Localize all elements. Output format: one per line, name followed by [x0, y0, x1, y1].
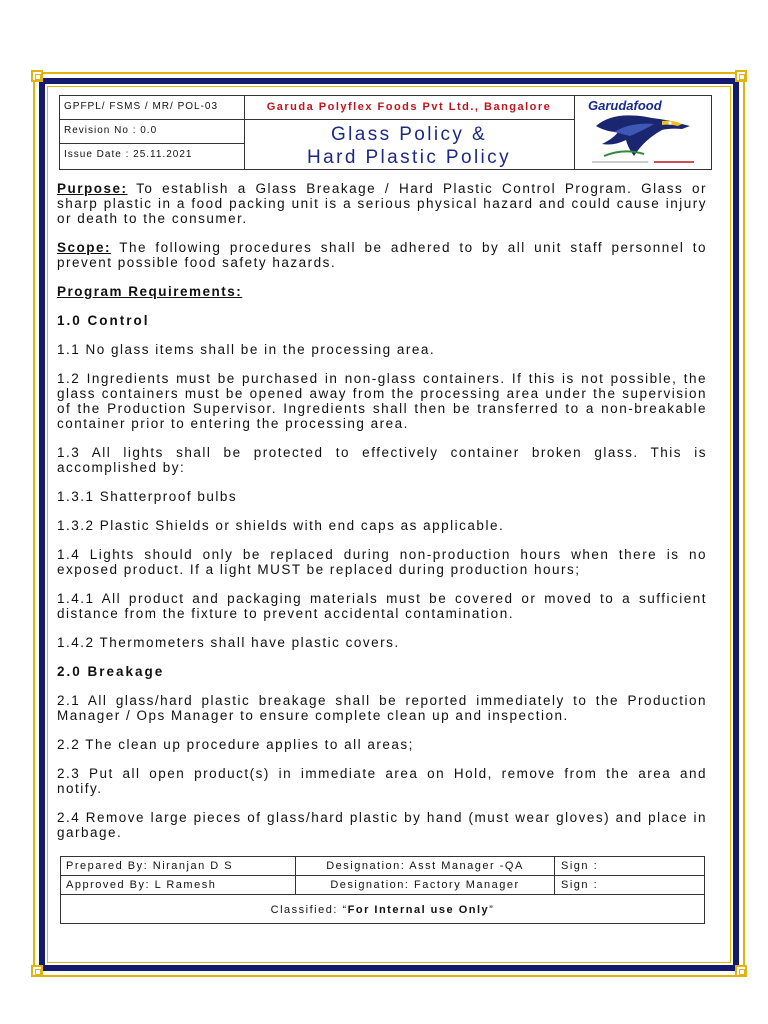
revision-number: Revision No : 0.0: [60, 120, 244, 144]
classified-value: For Internal use Only: [347, 904, 490, 916]
clause-1-3-1: 1.3.1 Shatterproof bulbs: [57, 489, 238, 504]
clause-2-2: 2.2 The clean up procedure applies to all areas;: [57, 737, 414, 752]
title-line-1: Glass Policy &: [330, 124, 488, 145]
clause-2-4: 2.4 Remove large pieces of glass/hard plastic by hand (must wear gloves) and place in garbage.: [57, 810, 707, 840]
program-requirements-heading: Program Requirements:: [57, 284, 243, 299]
approved-row: [61, 876, 704, 895]
scope-paragraph: [57, 240, 707, 270]
approved-by: Approved By: L Ramesh: [61, 876, 296, 894]
clause-1-2: 1.2 Ingredients must be purchased in non-glass containers. If this is not possible, the glass containers must be opened away from the processing area under the supervision of the Production Supervisor. Ingredients shall then be transferred to a non-breakable container prior to entering the processing area.: [57, 371, 707, 431]
purpose-paragraph: [57, 181, 707, 226]
border-corner-ornament: [31, 965, 43, 977]
border-corner-ornament: [735, 965, 747, 977]
classification-row: [61, 895, 704, 916]
title-line-2: Hard Plastic Policy: [307, 147, 511, 168]
prepared-row: [61, 857, 704, 876]
approved-sign: Sign :: [561, 879, 599, 891]
approved-designation: Designation: Factory Manager: [296, 876, 555, 894]
doc-code: GPFPL/ FSMS / MR/ POL-03: [60, 96, 244, 120]
logo-text: Garudafood: [588, 98, 662, 113]
clause-2-1: 2.1 All glass/hard plastic breakage shall be reported immediately to the Production Manager / Ops Manager to ensure complete clean up and inspection.: [57, 693, 707, 723]
border-corner-ornament: [31, 70, 43, 82]
scope-text: The following procedures shall be adhered to by all unit staff personnel to prevent possible food safety hazards.: [57, 240, 707, 270]
purpose-label: Purpose:: [57, 181, 128, 196]
clause-1-3: 1.3 All lights shall be protected to effectively container broken glass. This is accomplished by:: [57, 445, 707, 475]
purpose-text: To establish a Glass Breakage / Hard Plastic Control Program. Glass or sharp plastic in a food packing unit is a serious physical hazard and could cause injury or death to the consumer.: [57, 181, 707, 226]
section-heading-control: 1.0 Control: [57, 313, 150, 328]
company-logo: [574, 96, 712, 169]
clause-1-1: 1.1 No glass items shall be in the processing area.: [57, 342, 436, 357]
document-meta: [60, 96, 245, 169]
scope-label: Scope:: [57, 240, 112, 255]
prepared-by: Prepared By: Niranjan D S: [61, 857, 296, 875]
classified-close: ”: [489, 904, 495, 916]
prepared-designation: Designation: Asst Manager -QA: [296, 857, 555, 875]
clause-1-3-2: 1.3.2 Plastic Shields or shields with end caps as applicable.: [57, 518, 505, 533]
document-body: [57, 181, 707, 854]
approval-table: [60, 856, 705, 924]
border-corner-ornament: [735, 70, 747, 82]
header-title-block: [244, 96, 575, 169]
section-heading-breakage: 2.0 Breakage: [57, 664, 165, 679]
company-name: Garuda Polyflex Foods Pvt Ltd., Bangalore: [244, 96, 574, 120]
clause-1-4: 1.4 Lights should only be replaced during non-production hours when there is no exposed product. If a light MUST be replaced during production hours;: [57, 547, 707, 577]
clause-2-3: 2.3 Put all open product(s) in immediate area on Hold, remove from the area and notify.: [57, 766, 707, 796]
classified-label: Classified: “: [270, 904, 348, 916]
document-header: [59, 95, 712, 170]
prepared-sign: Sign :: [561, 860, 599, 872]
issue-date: Issue Date : 25.11.2021: [64, 149, 193, 160]
document-title: [244, 120, 574, 169]
clause-1-4-2: 1.4.2 Thermometers shall have plastic covers.: [57, 635, 400, 650]
clause-1-4-1: 1.4.1 All product and packaging materials must be covered or moved to a sufficient distance from the fixture to prevent accidental contamination.: [57, 591, 707, 621]
garudafood-logo-icon: [574, 96, 712, 169]
